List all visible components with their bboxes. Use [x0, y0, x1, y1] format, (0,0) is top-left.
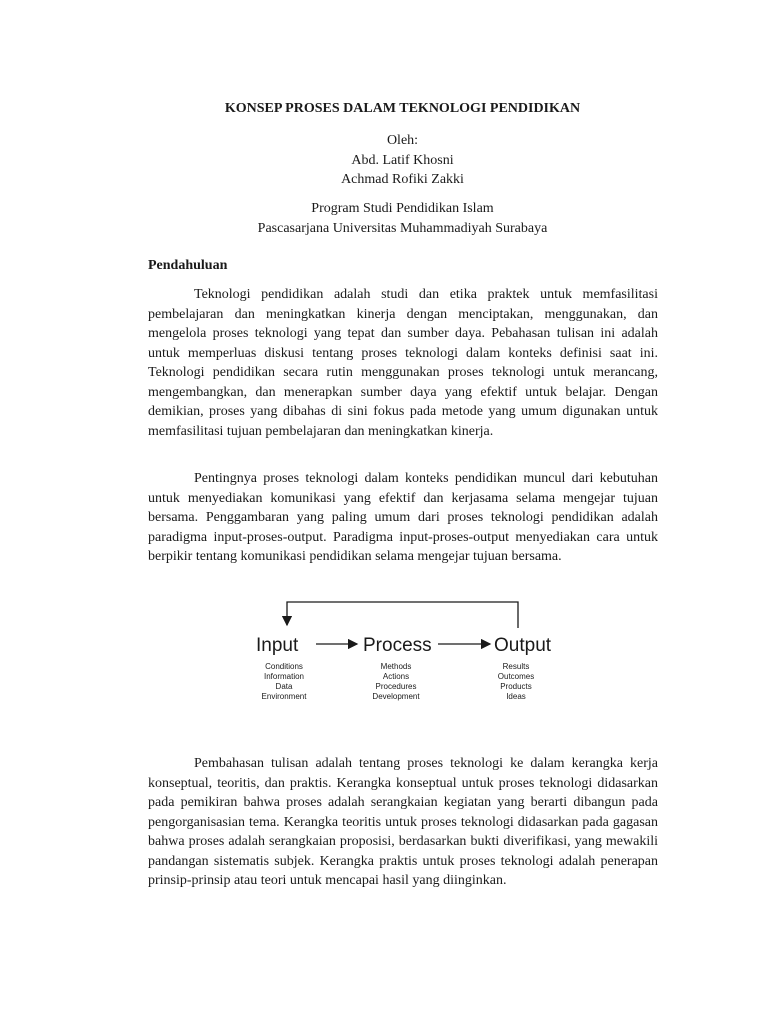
- paragraph: Teknologi pendidikan adalah studi dan etika praktek untuk memfasilitasi pembelajaran dan meningkatkan kinerja dengan menciptakan, menggunakan, dan mengelola proses teknologi yang tepat dan sumber daya. Pebahasan tulisan ini adalah untuk memperluas diskusi tentang proses teknologi dalam konteks definisi saat ini. Teknologi pendidikan secara rutin menggunakan proses teknologi untuk merancang, mengembangkan, dan menerapkan sumber daya yang efektif untuk belajar. Dengan demikian, proses yang dibahas di sini fokus pada metode yang umum digunakan untuk memfasilitasi tujuan pembelajaran dan meningkatkan kinerja.: [148, 287, 658, 439]
- author-name: Abd. Latif Khosni: [351, 152, 454, 168]
- output-item: Products: [500, 682, 532, 691]
- paragraph: Pembahasan tulisan adalah tentang proses teknologi ke dalam kerangka kerja konseptual, teoritis, dan praktis. Kerangka konseptual untuk proses teknologi didasarkan pada pemikiran bahwa proses adalah serangkaian kegiatan yang berarti dibangun pada pengorganisasian tema. Kerangka teoritis untuk proses teknologi didasarkan pada gagasan bahwa proses adalah serangkaian proposisi, berdasarkan bukti diverifikasi, yang mewakili pandangan sistematis subjek. Kerangka praktis untuk proses teknologi adalah penerapan prinsip-prinsip atau teori untuk mencapai hasil yang diinginkan.: [148, 756, 658, 888]
- input-label: Input: [256, 635, 299, 656]
- input-item: Conditions: [265, 662, 303, 671]
- process-item: Actions: [382, 672, 410, 681]
- input-process-output-diagram: [250, 598, 570, 713]
- author-name: Achmad Rofiki Zakki: [341, 172, 464, 187]
- byline: [0, 131, 768, 190]
- process-item: Procedures: [375, 682, 417, 691]
- byline-label: Oleh:: [386, 133, 419, 148]
- output-item: Outcomes: [497, 672, 535, 681]
- input-item: Environment: [261, 692, 307, 701]
- input-item: Information: [263, 672, 305, 681]
- document-title: KONSEP PROSES DALAM TEKNOLOGI PENDIDIKAN: [224, 101, 581, 116]
- process-item: Development: [372, 692, 420, 701]
- paragraph: Pentingnya proses teknologi dalam konteks pendidikan muncul dari kebutuhan untuk menyediakan komunikasi yang efektif dan kerjasama selama mengejar tujuan bersama. Penggambaran yang paling umum dari proses teknologi pendidikan adalah paradigma input-proses-output. Paradigma input-proses-output menyediakan cara untuk berpikir tentang komunikasi pendidikan selama mengejar tujuan bersama.: [148, 471, 658, 564]
- output-label: Output: [494, 635, 552, 656]
- affiliation: [0, 199, 768, 238]
- university-name: Pascasarjana Universitas Muhammadiyah Surabaya: [257, 220, 548, 236]
- output-item: Ideas: [506, 692, 526, 701]
- process-item: Methods: [380, 662, 412, 671]
- section-heading: Pendahuluan: [148, 258, 228, 273]
- input-item: Data: [275, 682, 293, 691]
- feedback-arrow: [287, 602, 518, 628]
- process-label: Process: [363, 635, 432, 656]
- output-item: Results: [502, 662, 530, 671]
- program-name: Program Studi Pendidikan Islam: [311, 201, 494, 216]
